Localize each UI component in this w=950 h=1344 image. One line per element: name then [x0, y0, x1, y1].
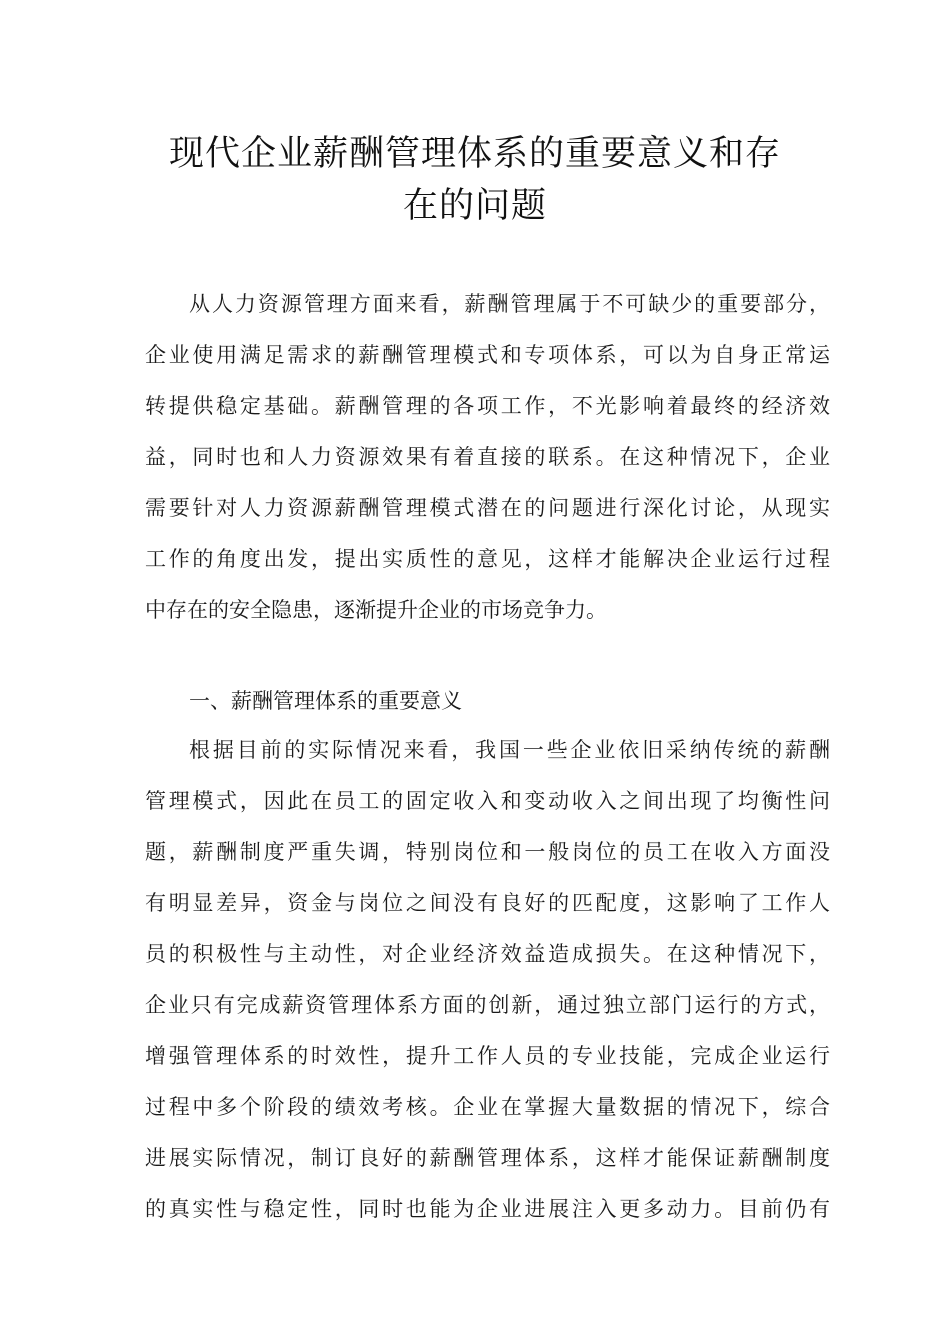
section-paragraph	[145, 725, 830, 1235]
paragraph-line: 增强管理体系的时效性，提升工作人员的专业技能，完成企业运行	[145, 1044, 830, 1068]
paragraph-line: 中存在的安全隐患，逐渐提升企业的市场竞争力。	[145, 598, 607, 622]
paragraph-line: 转提供稳定基础。薪酬管理的各项工作，不光影响着最终的经济效	[145, 394, 830, 418]
paragraph-line: 需要针对人力资源薪酬管理模式潜在的问题进行深化讨论，从现实	[145, 496, 830, 520]
section-heading	[145, 676, 830, 727]
paragraph-line: 过程中多个阶段的绩效考核。企业在掌握大量数据的情况下，综合	[145, 1095, 830, 1119]
paragraph-line: 从人力资源管理方面来看，薪酬管理属于不可缺少的重要部分，	[189, 292, 830, 316]
paragraph-line: 益，同时也和人力资源效果有着直接的联系。在这种情况下，企业	[145, 445, 830, 469]
paragraph-line: 管理模式，因此在员工的固定收入和变动收入之间出现了均衡性问	[145, 789, 830, 813]
paragraph-line: 企业使用满足需求的薪酬管理模式和专项体系，可以为自身正常运	[145, 343, 830, 367]
paragraph-line: 进展实际情况，制订良好的薪酬管理体系，这样才能保证薪酬制度	[145, 1146, 830, 1170]
paragraph-line: 的真实性与稳定性，同时也能为企业进展注入更多动力。目前仍有	[145, 1197, 830, 1221]
section-heading-text: 一、薪酬管理体系的重要意义	[189, 689, 462, 713]
intro-paragraph	[145, 279, 830, 636]
document-title	[140, 128, 810, 232]
paragraph-line: 题，薪酬制度严重失调，特别岗位和一般岗位的员工在收入方面没	[145, 840, 830, 864]
paragraph-line: 有明显差异，资金与岗位之间没有良好的匹配度，这影响了工作人	[145, 891, 830, 915]
paragraph-line: 根据目前的实际情况来看，我国一些企业依旧采纳传统的薪酬	[189, 738, 830, 762]
paragraph-line: 员的积极性与主动性，对企业经济效益造成损失。在这种情况下，	[145, 942, 830, 966]
title-line-1: 现代企业薪酬管理体系的重要意义和存	[168, 134, 781, 174]
paragraph-line: 企业只有完成薪资管理体系方面的创新，通过独立部门运行的方式，	[145, 993, 830, 1017]
title-line-2: 在的问题	[402, 186, 547, 226]
paragraph-line: 工作的角度出发，提出实质性的意见，这样才能解决企业运行过程	[145, 547, 830, 571]
